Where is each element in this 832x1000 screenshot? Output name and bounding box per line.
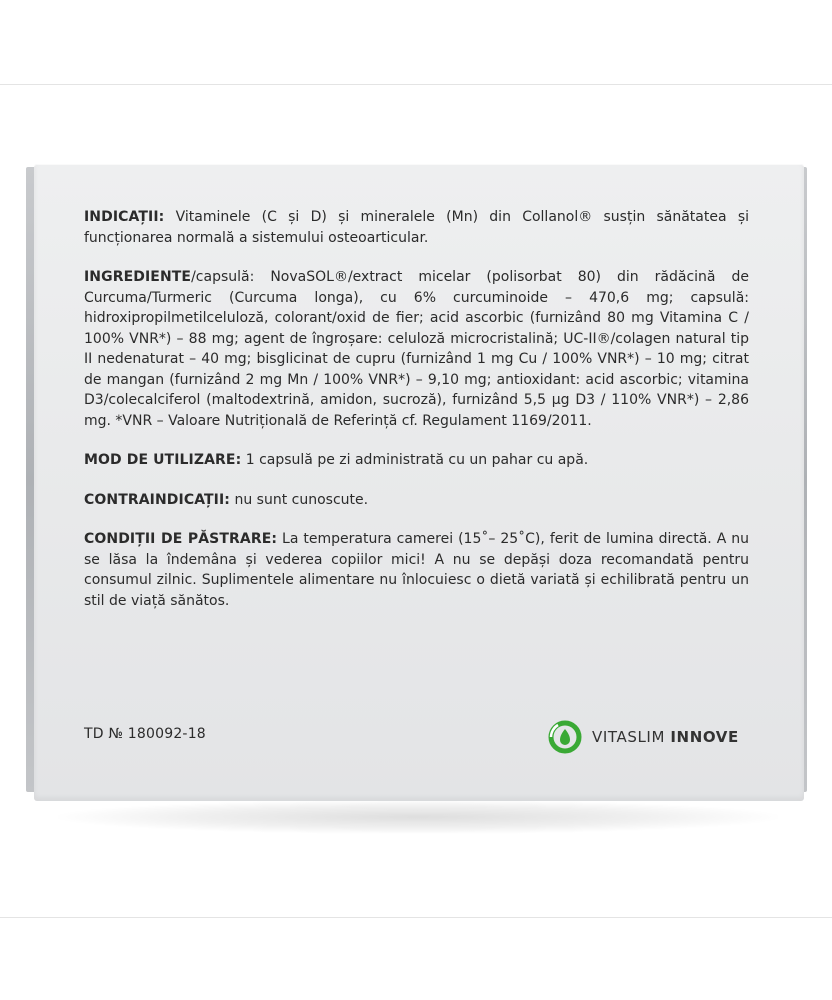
box-text-block [84, 207, 749, 630]
usage-paragraph [84, 450, 749, 471]
indications-heading: INDICAȚII: [84, 209, 165, 225]
brand-name-bold: INNOVE [670, 728, 739, 746]
green-drop-ring-logo-icon [548, 720, 582, 754]
ingredients-heading: INGREDIENTE [84, 269, 192, 285]
product-box-back [34, 164, 804, 801]
brand-name-light: VITASLIM [592, 728, 665, 746]
contraindications-paragraph [84, 490, 749, 511]
contraindications-text: nu sunt cunoscute. [230, 491, 369, 508]
brand-name [592, 728, 739, 746]
contraindications-heading: CONTRAINDICAȚII: [84, 491, 231, 508]
usage-heading: MOD DE UTILIZARE: [84, 452, 242, 468]
ingredients-paragraph [84, 267, 749, 431]
indications-paragraph [84, 207, 749, 248]
storage-paragraph [84, 529, 749, 611]
storage-heading: CONDIȚII DE PĂSTRARE: [84, 531, 278, 547]
td-number: TD № 180092-18 [84, 726, 206, 742]
box-shadow [58, 800, 778, 834]
usage-text: 1 capsulă pe zi administrată cu un pahar cu apă. [241, 452, 589, 468]
brand-logo [548, 720, 739, 754]
indications-text: Vitaminele (C și D) și mineralele (Mn) din Collanol® susțin sănătatea și funcționarea normală a sistemului osteoarticular. [84, 209, 749, 246]
storage-text: La temperatura camerei (15˚– 25˚C), ferit de lumina directă. A nu se lăsa la îndemâna și vederea copiilor mici! A nu se depăși doza recomandată pentru consumul zilnic. Suplimentele alimentare nu înlocuiesc o dietă variată și echilibrată pentru un stil de viață sănătos. [84, 531, 749, 609]
ingredients-text: /capsulă: NovaSOL®/extract micelar (polisorbat 80) din rădăcină de Curcuma/Turmeric (Curcuma longa), cu 6% curcuminoide – 470,6 mg; capsulă: hidroxipropilmetilceluloză, colorant/oxid de fier; acid ascorbic (furnizând 80 mg Vitamina C / 100% VNR*) – 88 mg; agent de îngroșare: celuloză microcristalină; UC-II®/colagen natural tip II nedenaturat – 40 mg; bisglicinat de cupru (furnizând 1 mg Cu / 100% VNR*) – 10 mg; citrat de mangan (furnizând 2 mg Mn / 100% VNR*) – 9,10 mg; antioxidant: acid ascorbic; vitamina D3/colecalciferol (maltodextrină, amidon, sucroză), furnizând 5,5 µg D3 / 110% VNR*) – 2,86 mg. *VNR – Valoare Nutrițională de Referință cf. Regulament 1169/2011. [84, 269, 749, 429]
